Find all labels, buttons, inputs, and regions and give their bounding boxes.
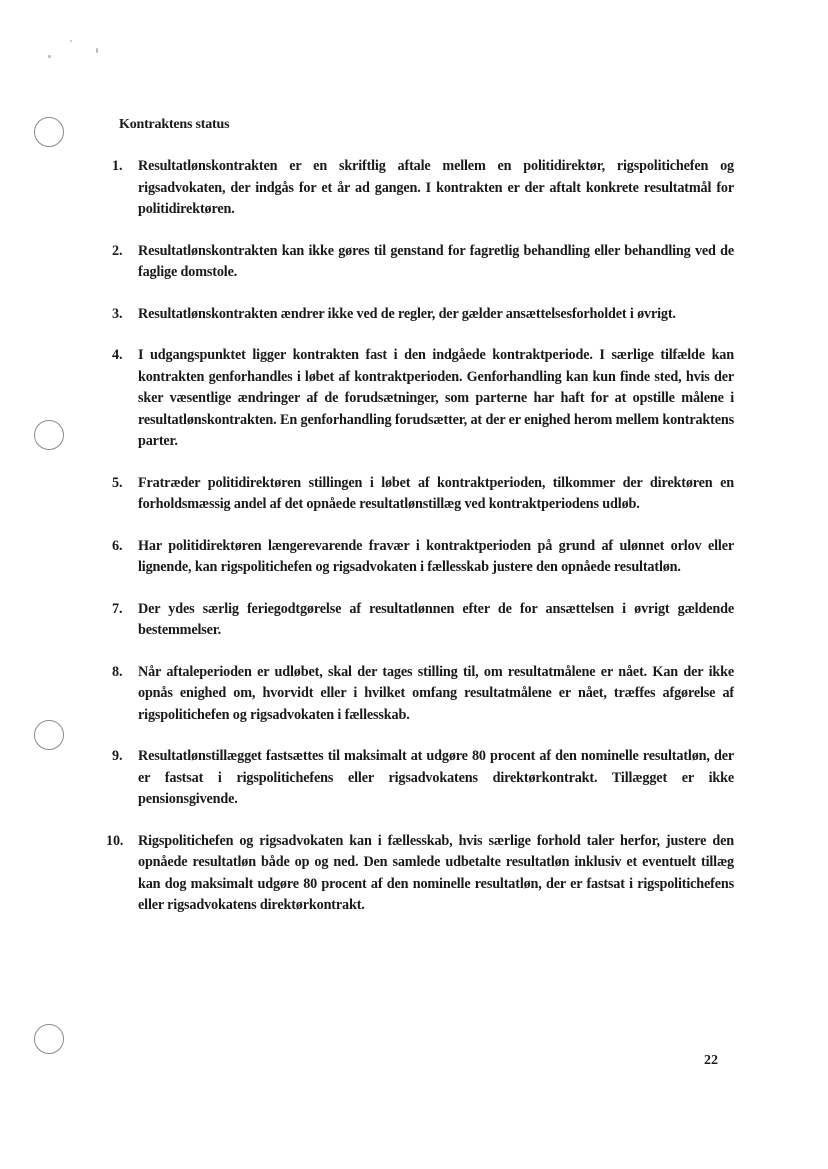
list-item	[112, 473, 734, 516]
numbered-list	[106, 156, 734, 917]
item-number: 10.	[106, 832, 124, 849]
item-text: Fratræder politidirektøren stillingen i løbet af kontraktperioden, tilkommer der direktøren en forholdsmæssig andel af det opnåede resultatlønstillæg ved kontraktperiodens udløb.	[138, 474, 734, 512]
item-text: Har politidirektøren længerevarende fravær i kontraktperioden på grund af ulønnet orlov eller lignende, kan rigspolitichefen og rigsadvokaten i fællesskab justere den opnåede resultatløn.	[138, 537, 734, 575]
item-number: 8.	[112, 663, 123, 680]
list-item	[112, 304, 734, 326]
list-item	[112, 345, 734, 453]
item-number: 7.	[112, 600, 123, 617]
list-item	[112, 746, 734, 811]
punch-hole	[34, 1024, 64, 1054]
list-item	[112, 599, 734, 642]
page-number: 22	[704, 1053, 718, 1068]
list-item	[106, 831, 734, 917]
scan-speck	[70, 40, 72, 42]
punch-hole	[34, 720, 64, 750]
item-text: Resultatlønskontrakten kan ikke gøres til genstand for fagretlig behandling eller behandling ved de faglige domstole.	[138, 242, 734, 280]
scan-speck	[48, 55, 51, 58]
item-number: 3.	[112, 305, 123, 322]
item-number: 5.	[112, 474, 123, 491]
item-text: I udgangspunktet ligger kontrakten fast i den indgåede kontraktperiode. I særlige tilfælde kan kontrakten genforhandles i løbet af kontraktperioden. Genforhandling kan kun finde sted, hvis der sker væsentlige ændringer af de forudsætninger, som parterne har haft for at opstille målene i resultatlønskontrakten. En genforhandling forudsætter, at der er enighed herom mellem kontraktens parter.	[138, 347, 734, 449]
list-item	[112, 241, 734, 284]
item-number: 6.	[112, 537, 123, 554]
item-text: Resultatlønskontrakten er en skriftlig aftale mellem en politidirektør, rigspolitichefen og rigsadvokaten, der indgås for et år ad gangen. I kontrakten er der aftalt konkrete resultatmål for politidirektøren.	[138, 158, 734, 217]
punch-hole	[34, 117, 64, 147]
item-text: Resultatlønstillægget fastsættes til maksimalt at udgøre 80 procent af den nominelle resultatløn, der er fastsat i rigspolitichefens eller rigsadvokatens direktørkontrakt. Tillægget er ikke pensionsgivende.	[138, 748, 734, 807]
item-text: Der ydes særlig feriegodtgørelse af resultatlønnen efter de for ansættelsen i øvrigt gældende bestemmelser.	[138, 600, 734, 638]
item-text: Rigspolitichefen og rigsadvokaten kan i fællesskab, hvis særlige forhold taler herfor, justere den opnåede resultatløn både op og ned. Den samlede udbetalte resultatløn inklusiv et eventuelt tillæg kan dog maksimalt udgøre 80 procent af den nominelle resultatløn, der er fastsat i rigspolitichefens eller rigsadvokatens direktørkontrakt.	[138, 832, 734, 913]
scan-speck	[96, 48, 98, 53]
section-heading: Kontraktens status	[119, 117, 230, 132]
item-text: Resultatlønskontrakten ændrer ikke ved de regler, der gælder ansættelsesforholdet i øvrigt.	[138, 305, 676, 322]
item-number: 2.	[112, 242, 123, 259]
item-text: Når aftaleperioden er udløbet, skal der tages stilling til, om resultatmålene er nået. Kan der ikke opnås enighed om, hvorvidt eller i hvilket omfang resultatmålene er nået, træffes afgørelse af rigspolitichefen og rigsadvokaten i fællesskab.	[138, 663, 734, 723]
item-number: 4.	[112, 347, 123, 363]
item-number: 1.	[112, 158, 123, 174]
list-item	[112, 536, 734, 579]
list-item	[112, 662, 734, 727]
punch-hole	[34, 420, 64, 450]
list-item	[112, 156, 734, 221]
item-number: 9.	[112, 748, 123, 764]
